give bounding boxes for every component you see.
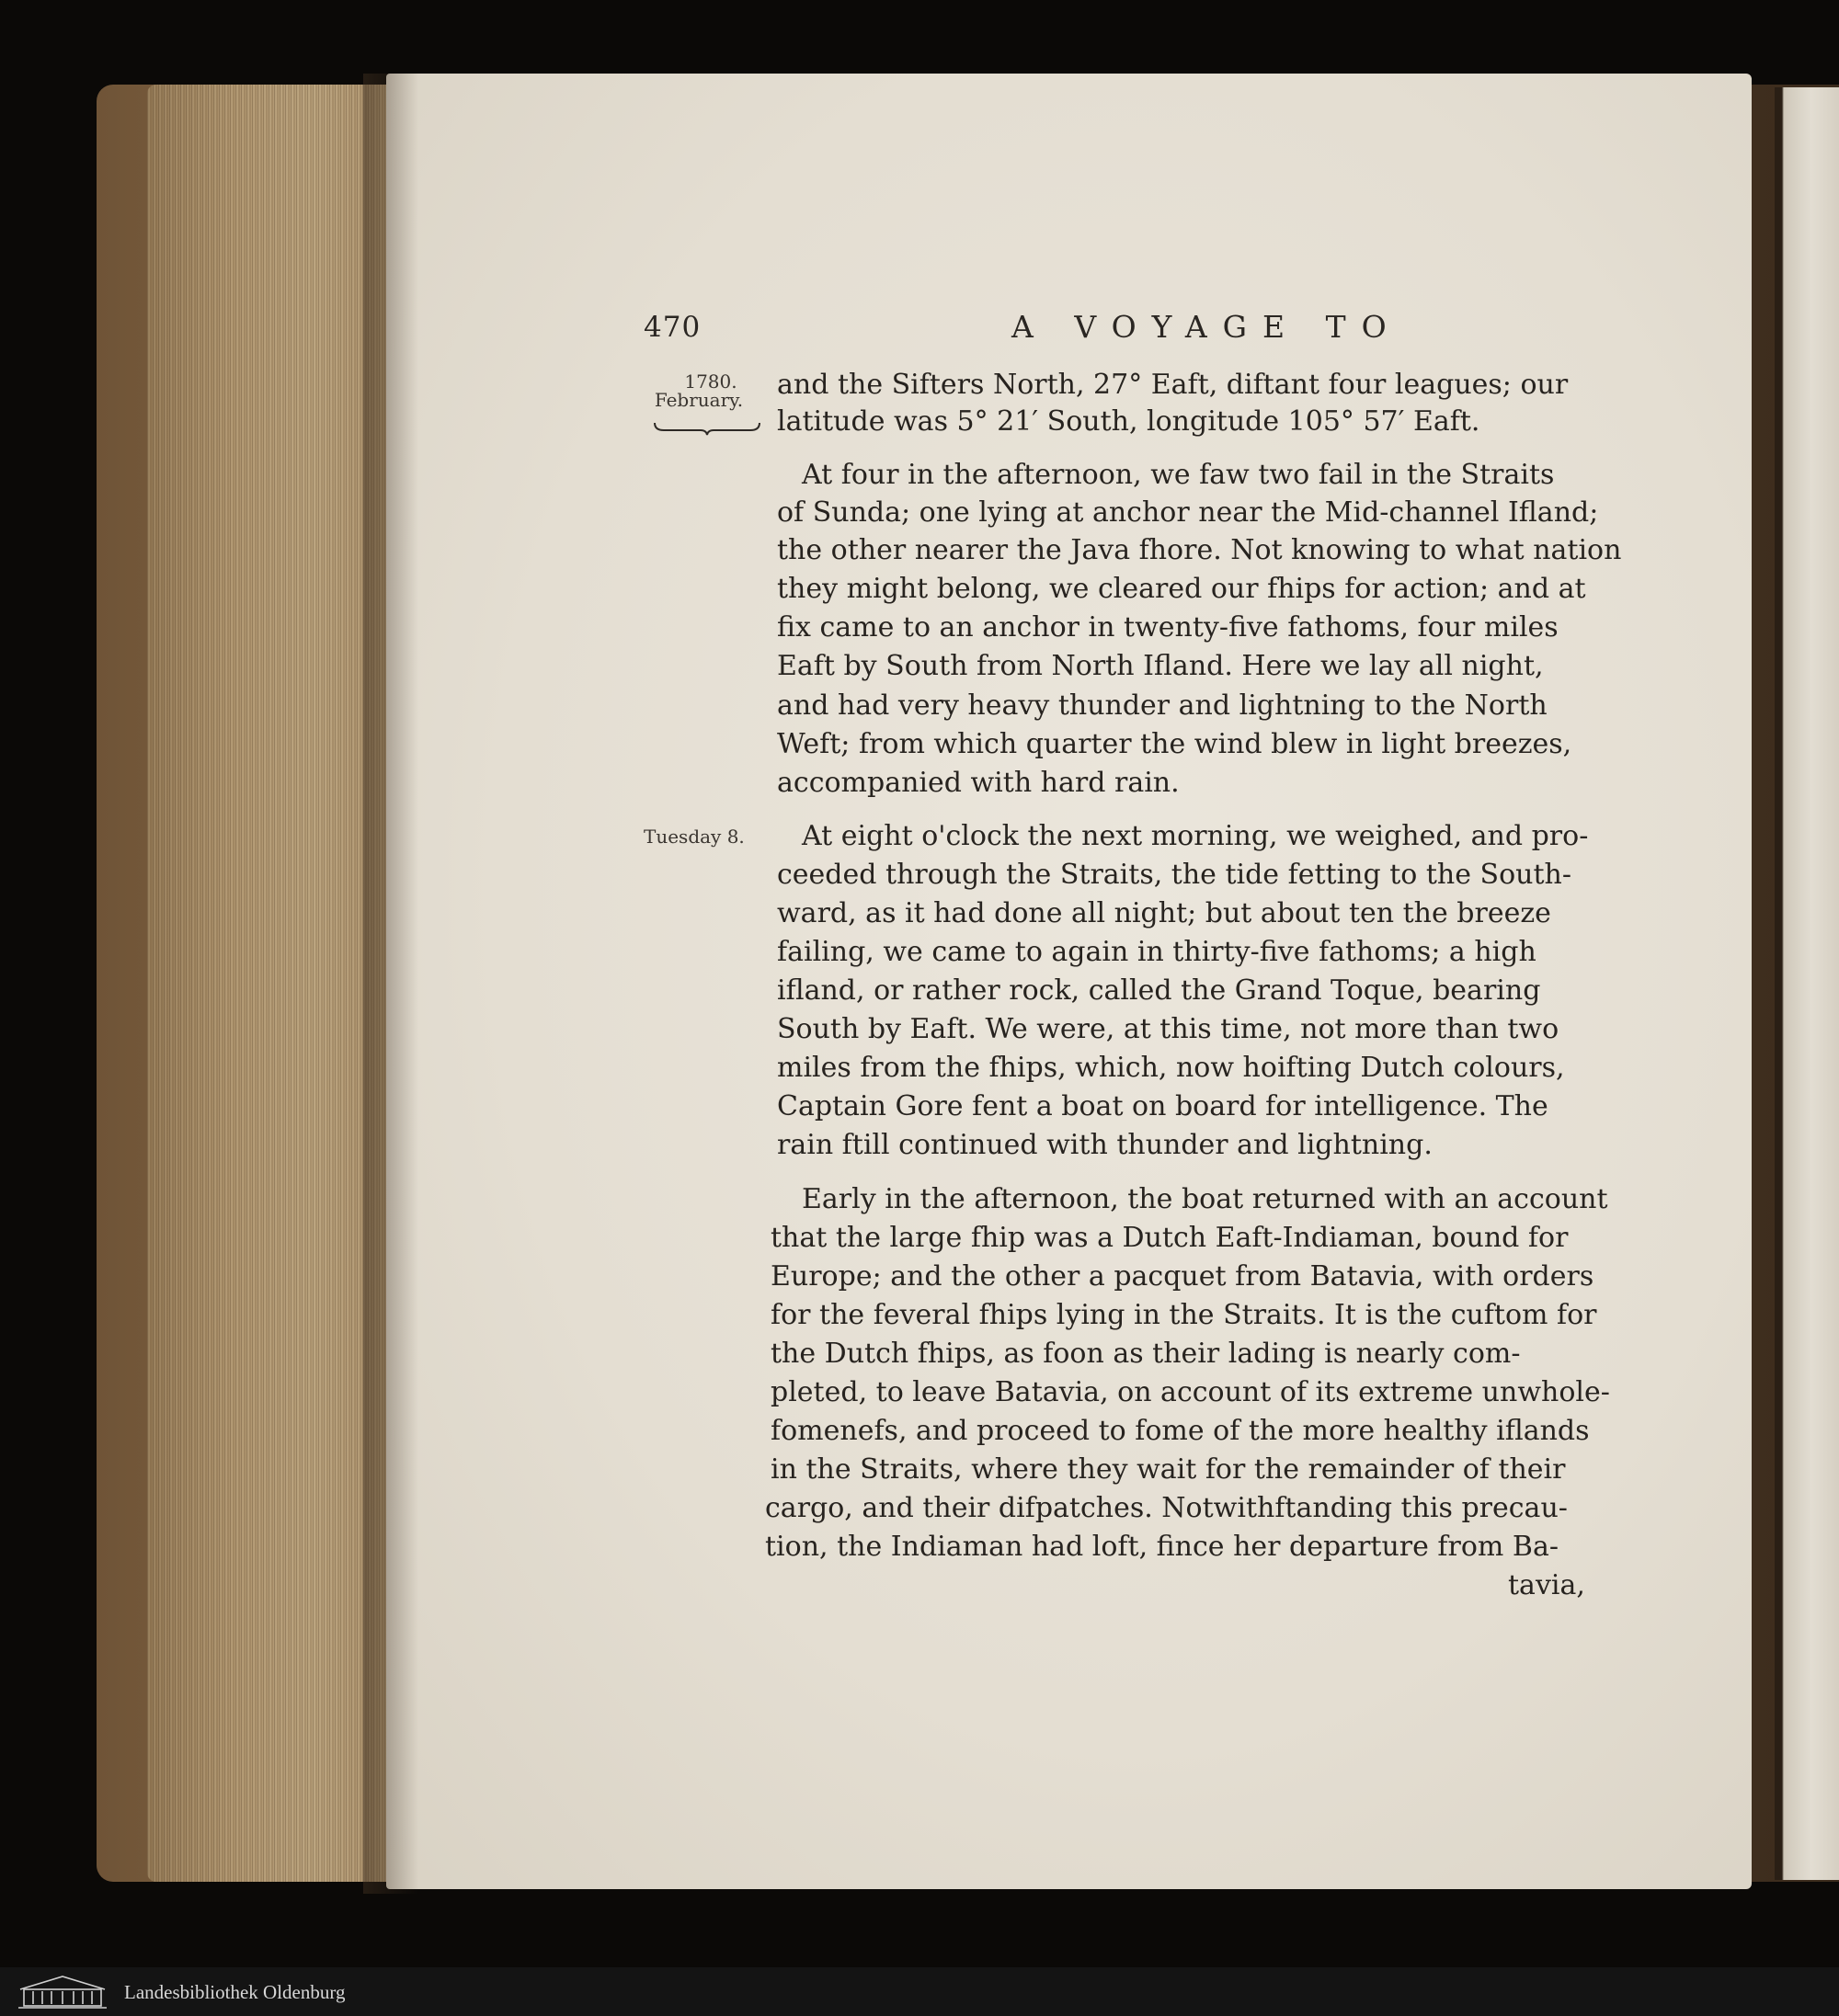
facing-page-edge: [1775, 87, 1839, 1880]
text-line: miles from the fhips, which, now hoifting Dutch colours,: [777, 1052, 1565, 1084]
text-line: fomenefs, and proceed to fome of the more healthy iflands: [771, 1415, 1590, 1447]
text-line: ward, as it had done all night; but about ten the breeze: [777, 897, 1551, 929]
text-line: in the Straits, where they wait for the remainder of their: [771, 1453, 1566, 1486]
text-line: pleted, to leave Batavia, on account of its extreme unwhole-: [771, 1376, 1610, 1408]
text-line: fix came to an anchor in twenty-five fathoms, four miles: [777, 611, 1559, 644]
text-line: that the large fhip was a Dutch Eaft-Indiaman, bound for: [771, 1222, 1569, 1254]
text-line: ceeded through the Straits, the tide fetting to the South-: [777, 859, 1571, 891]
margin-brace-icon: [653, 417, 761, 436]
library-building-icon: [17, 1973, 109, 2010]
page-block-edge: [147, 85, 386, 1882]
margin-note-day: Tuesday 8.: [644, 826, 745, 848]
text-line: they might belong, we cleared our fhips for action; and at: [777, 573, 1586, 605]
library-name: Landesbibliothek Oldenburg: [124, 1981, 346, 2003]
text-line: At four in the afternoon, we faw two fail in the Straits: [802, 459, 1555, 491]
text-line: Early in the afternoon, the boat returned with an account: [802, 1183, 1608, 1215]
text-line: South by Eaft. We were, at this time, not more than two: [777, 1013, 1559, 1045]
text-line: Weft; from which quarter the wind blew in light breezes,: [777, 728, 1572, 760]
text-line: latitude was 5° 21′ South, longitude 105° 57′ Eaft.: [777, 405, 1480, 438]
text-line: failing, we came to again in thirty-five fathoms; a high: [777, 936, 1536, 968]
text-line: for the feveral fhips lying in the Straits. It is the cuftom for: [771, 1299, 1597, 1331]
text-line: ifland, or rather rock, called the Grand Toque, bearing: [777, 974, 1541, 1007]
text-line: the Dutch fhips, as foon as their lading is nearly com-: [771, 1338, 1521, 1370]
text-line: rain ftill continued with thunder and lightning.: [777, 1129, 1433, 1161]
text-line: tion, the Indiaman had loft, fince her departure from Ba-: [765, 1531, 1559, 1563]
text-line: Eaft by South from North Ifland. Here we lay all night,: [777, 650, 1544, 682]
text-line: cargo, and their difpatches. Notwithftanding this precau-: [765, 1492, 1568, 1524]
gutter-shadow: [363, 74, 418, 1894]
text-line: the other nearer the Java fhore. Not knowing to what nation: [777, 534, 1622, 566]
page-number: 470: [644, 311, 702, 344]
text-line: and had very heavy thunder and lightning to the North: [777, 689, 1548, 722]
text-line: and the Sifters North, 27° Eaft, diftant four leagues; our: [777, 369, 1569, 401]
text-line: of Sunda; one lying at anchor near the Mid-channel Ifland;: [777, 496, 1599, 529]
running-head: A VOYAGE TO: [1011, 309, 1402, 345]
margin-note-month: February.: [654, 389, 744, 411]
margin-note-year: 1780.: [684, 370, 737, 393]
text-line: accompanied with hard rain.: [777, 767, 1180, 799]
text-line: Europe; and the other a pacquet from Batavia, with orders: [771, 1260, 1594, 1293]
text-line: At eight o'clock the next morning, we weighed, and pro-: [802, 820, 1589, 852]
text-line: Captain Gore fent a boat on board for intelligence. The: [777, 1090, 1548, 1122]
text-line: tavia,: [1508, 1569, 1585, 1601]
